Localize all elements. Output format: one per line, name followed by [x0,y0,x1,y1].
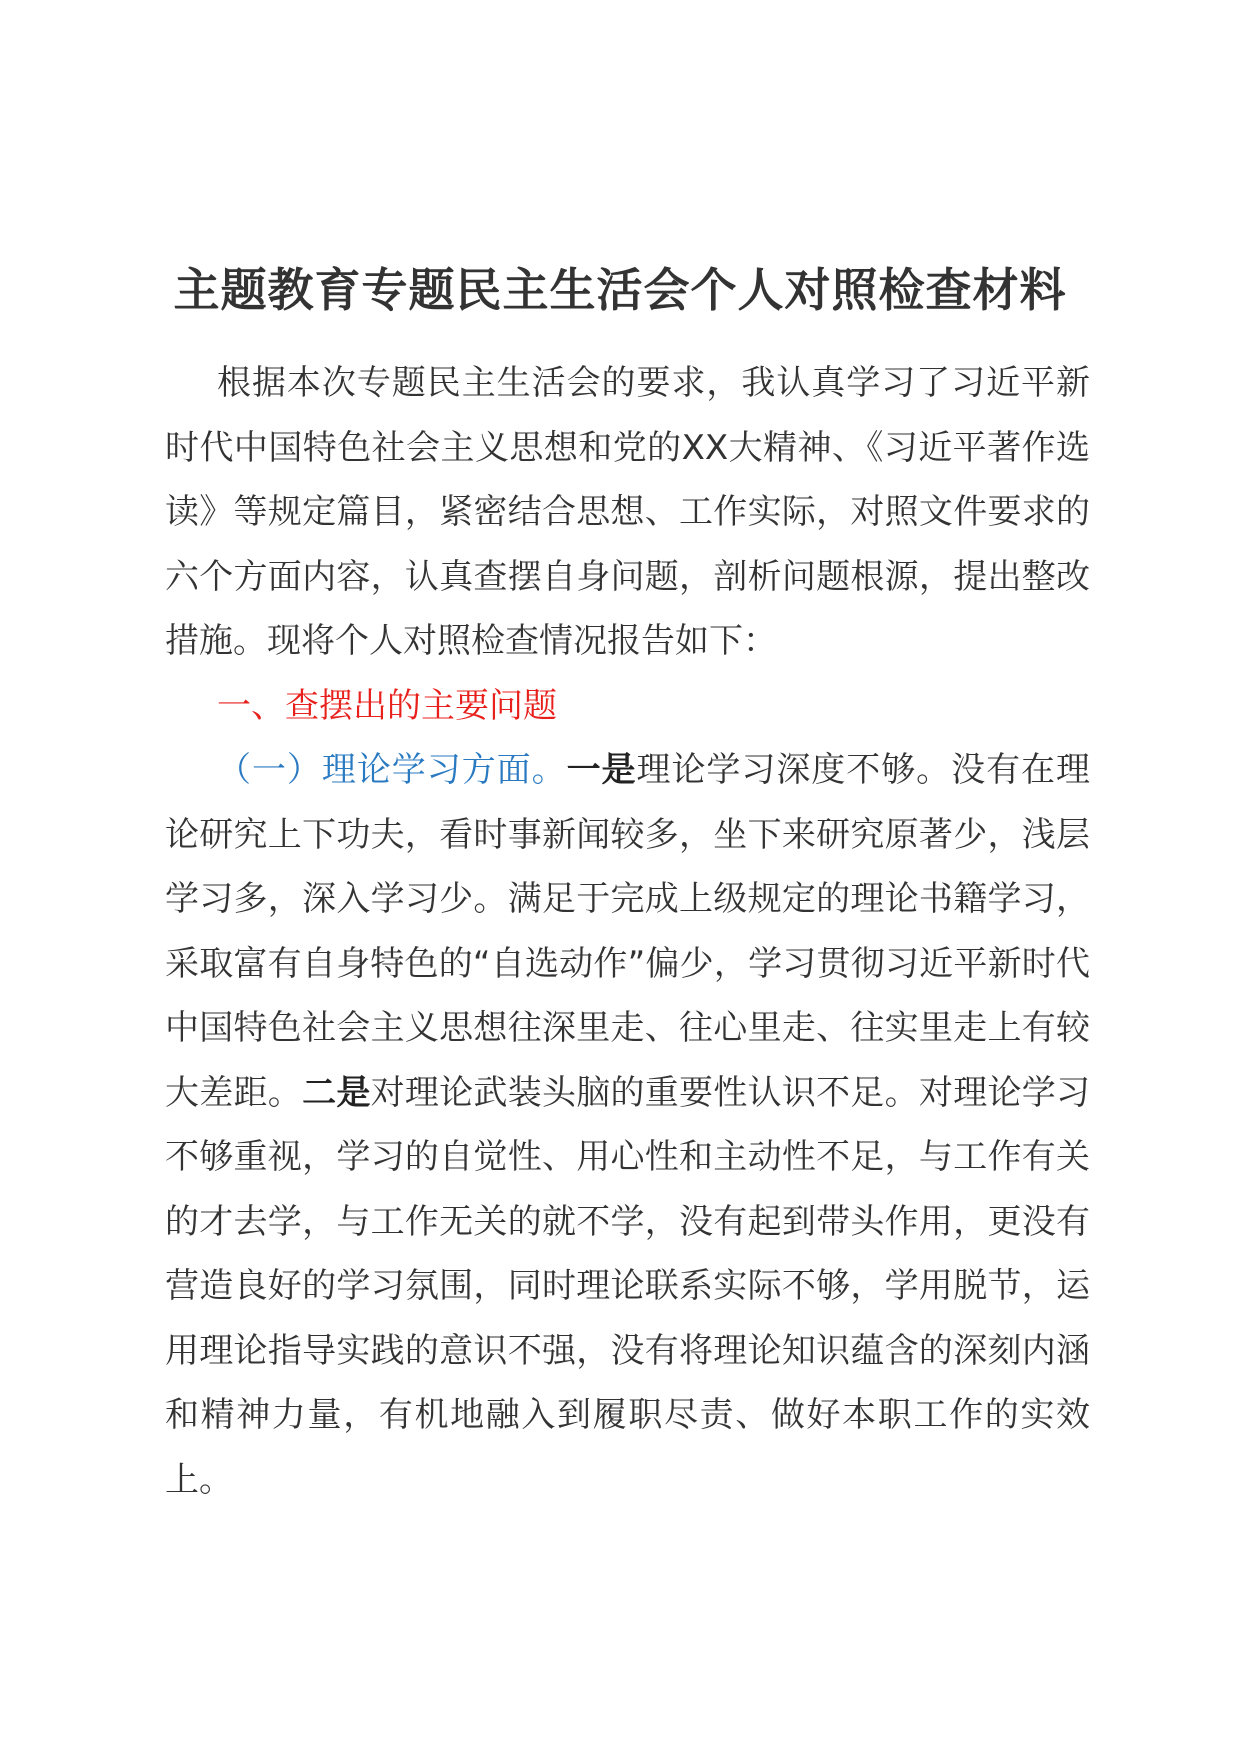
point-one-text: 理论学习深度不够。没有在理论研究上下功夫，看时事新闻较多，坐下来研究原著少，浅层学习多，深入学习少。满足于完成上级规定的理论书籍学习，采取富有自身特色的“自选动作”偏少，学习贯彻习近平新时代中国特色社会主义思想往深里走、往心里走、往实里走上有较大差距。 [165,750,1091,1113]
point-two-label: 二是 [302,1072,371,1113]
point-two-text: 对理论武装头脑的重要性认识不足。对理论学习不够重视，学习的自觉性、用心性和主动性不足，与工作有关的才去学，与工作无关的就不学，没有起到带头作用，更没有营造良好的学习氛围，同时理论联系实际不够，学用脱节，运用理论指导实践的意识不强，没有将理论知识蕴含的深刻内涵和精神力量，有机地融入到履职尽责、做好本职工作的实效上。 [165,1072,1091,1500]
subsection-paragraph [165,738,1090,1512]
intro-paragraph: 根据本次专题民主生活会的要求，我认真学习了习近平新时代中国特色社会主义思想和党的XX大精神、《习近平著作选读》等规定篇目，紧密结合思想、工作实际，对照文件要求的六个方面内容，认真查摆自身问题，剖析问题根源，提出整改措施。现将个人对照检查情况报告如下： [165,363,1090,661]
section-heading: 一、查摆出的主要问题 [217,686,557,726]
document-title: 主题教育专题民主生活会个人对照检查材料 [173,263,1067,317]
subsection-heading: （一）理论学习方面。 [217,750,567,790]
point-one-label: 一是 [566,750,637,790]
